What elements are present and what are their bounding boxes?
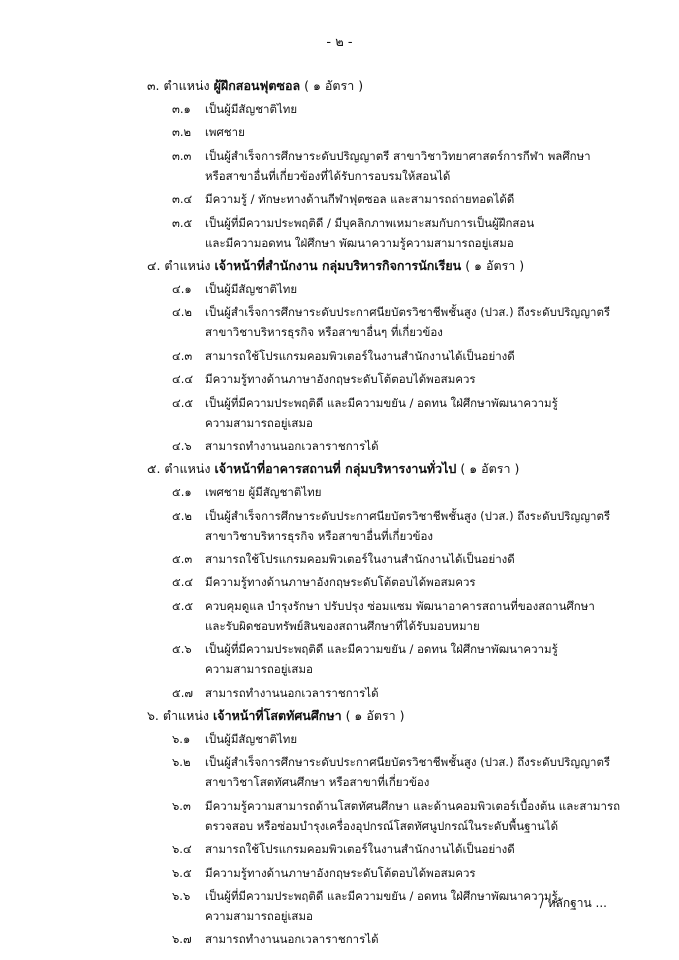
- position-title: เจ้าหน้าที่โสตทัศนศึกษา: [212, 708, 342, 724]
- item-text-line: ควบคุมดูแล บำรุงรักษา ปรับปรุง ซ่อมแซม พัฒนาอาคารสถานที่ของสถานศึกษา: [205, 598, 595, 613]
- position-label: ตำแหน่ง: [163, 78, 210, 93]
- item-text: [205, 189, 627, 209]
- item-number: ๓.๕: [172, 215, 193, 230]
- section-number: ๖.: [147, 708, 159, 724]
- item-number: ๓.๒: [172, 125, 192, 140]
- document-body: [147, 76, 627, 953]
- section-number: ๓.: [147, 78, 160, 93]
- item-text-line: สามารถใช้โปรแกรมคอมพิวเตอร์ในงานสำนักงานได้เป็นอย่างดี: [205, 552, 515, 567]
- item-text: [205, 369, 627, 389]
- section-heading: [147, 256, 627, 276]
- item-text: [205, 506, 627, 546]
- item-text-line: สาขาวิชาบริหารธุรกิจ หรือสาขาอื่นที่เกี่ยวข้อง: [205, 528, 434, 543]
- item-text-line: และมีความอดทน ใฝ่ศึกษา พัฒนาความรู้ความสามารถอยู่เสมอ: [205, 235, 514, 250]
- item-text: [205, 436, 627, 456]
- list-item: [172, 369, 627, 389]
- item-text-line: เป็นผู้ที่มีความประพฤติดี และมีความขยัน / อดทน ใฝ่ศึกษาพัฒนาความรู้: [205, 642, 558, 657]
- item-number: ๓.๔: [172, 192, 193, 207]
- list-item: [172, 596, 627, 636]
- position-section: [147, 256, 627, 456]
- list-item: [172, 639, 627, 679]
- item-text-line: มีความรู้ / ทักษะทางด้านกีฬาฟุตซอล และสามารถถ่ายทอดได้ดี: [205, 192, 515, 207]
- item-number: ๔.๓: [172, 348, 193, 363]
- item-text-line: สามารถทำงานนอกเวลาราชการได้: [205, 438, 379, 453]
- list-item: [172, 146, 627, 186]
- item-text-line: เป็นผู้ที่มีความประพฤติดี และมีความขยัน / อดทน ใฝ่ศึกษาพัฒนาความรู้: [205, 395, 558, 410]
- item-text-line: สามารถใช้โปรแกรมคอมพิวเตอร์ในงานสำนักงานได้เป็นอย่างดี: [205, 348, 515, 363]
- item-text-line: ความสามารถอยู่เสมอ: [205, 415, 313, 430]
- item-number: ๓.๓: [172, 148, 192, 163]
- item-text-line: และรับผิดชอบทรัพย์สินของสถานศึกษาที่ได้รับมอบหมาย: [205, 618, 480, 633]
- item-number: ๕.๓: [172, 552, 193, 567]
- section-heading: [147, 459, 627, 479]
- item-text: [205, 839, 627, 859]
- position-label: ตำแหน่ง: [164, 461, 211, 477]
- item-text: [205, 346, 627, 366]
- item-number: ๕.๑: [172, 485, 192, 500]
- list-item: [172, 99, 627, 119]
- item-number: ๖.๒: [172, 755, 191, 770]
- item-text: [205, 639, 627, 679]
- item-text: [205, 482, 627, 502]
- item-number: ๔.๖: [172, 438, 192, 453]
- item-text: [205, 279, 627, 299]
- list-item: [172, 506, 627, 546]
- section-number: ๔.: [147, 257, 161, 273]
- position-title: เจ้าหน้าที่อาคารสถานที่ กลุ่มบริหารงานทั่วไป: [214, 461, 457, 477]
- section-heading: [147, 706, 627, 726]
- position-title: เจ้าหน้าที่สำนักงาน กลุ่มบริหารกิจการนักเรียน: [214, 257, 462, 273]
- list-item: [172, 122, 627, 142]
- item-text-line: เป็นผู้สำเร็จการศึกษาระดับประกาศนียบัตรวิชาชีพชั้นสูง (ปวส.) ถึงระดับปริญญาตรี: [205, 755, 611, 770]
- position-label: ตำแหน่ง: [164, 257, 211, 273]
- item-text-line: เป็นผู้มีสัญชาติไทย: [205, 732, 298, 747]
- item-text-line: สามารถใช้โปรแกรมคอมพิวเตอร์ในงานสำนักงานได้เป็นอย่างดี: [205, 842, 515, 857]
- list-item: [172, 393, 627, 433]
- item-number: ๔.๔: [172, 372, 194, 387]
- position-rate: ( ๑ อัตรา ): [465, 257, 525, 273]
- list-item: [172, 839, 627, 859]
- item-text: [205, 929, 627, 949]
- item-number: ๕.๕: [172, 598, 194, 613]
- item-number: ๖.๓: [172, 798, 191, 813]
- list-item: [172, 189, 627, 209]
- item-number: ๖.๔: [172, 842, 192, 857]
- position-title: ผู้ฝึกสอนฟุตซอล: [213, 78, 301, 93]
- item-text-line: มีความรู้ทางด้านภาษาอังกฤษระดับโต้ตอบได้พอสมควร: [205, 372, 476, 387]
- list-item: [172, 549, 627, 569]
- item-text: [205, 596, 627, 636]
- position-rate: ( ๑ อัตรา ): [304, 78, 364, 93]
- item-number: ๕.๖: [172, 642, 192, 657]
- item-number: ๕.๔: [172, 575, 194, 590]
- item-text-line: มีความรู้ทางด้านภาษาอังกฤษระดับโต้ตอบได้พอสมควร: [205, 575, 476, 590]
- list-item: [172, 346, 627, 366]
- position-section: [147, 459, 627, 702]
- list-item: [172, 752, 627, 792]
- item-text-line: เป็นผู้มีสัญชาติไทย: [205, 102, 298, 116]
- list-item: [172, 796, 627, 836]
- item-text: [205, 302, 627, 342]
- item-text: [205, 572, 627, 592]
- list-item: [172, 729, 627, 749]
- item-text: [205, 213, 627, 253]
- list-item: [172, 683, 627, 703]
- item-text-line: สาขาวิชาโสตทัศนศึกษา หรือสาขาที่เกี่ยวข้อง: [205, 775, 430, 790]
- item-text-line: ความสามารถอยู่เสมอ: [205, 908, 313, 923]
- item-number: ๓.๑: [172, 102, 191, 116]
- position-section: [147, 76, 627, 253]
- item-number: ๖.๖: [172, 888, 191, 903]
- list-item: [172, 436, 627, 456]
- section-number: ๕.: [147, 461, 161, 477]
- item-text: [205, 752, 627, 792]
- item-text: [205, 796, 627, 836]
- item-text-line: สาขาวิชาบริหารธุรกิจ หรือสาขาอื่นๆ ที่เกี่ยวข้อง: [205, 325, 443, 340]
- list-item: [172, 302, 627, 342]
- item-number: ๖.๕: [172, 865, 192, 880]
- item-text: [205, 146, 627, 186]
- continuation-note: / หลักฐาน ...: [539, 896, 607, 910]
- section-heading: [147, 76, 627, 96]
- item-number: ๕.๗: [172, 685, 194, 700]
- item-text-line: เป็นผู้สำเร็จการศึกษาระดับปริญญาตรี สาขาวิชาวิทยาศาสตร์การกีฬา พลศึกษา: [205, 148, 591, 163]
- item-text-line: สามารถทำงานนอกเวลาราชการได้: [205, 685, 379, 700]
- item-text: [205, 99, 627, 119]
- list-item: [172, 572, 627, 592]
- item-text: [205, 393, 627, 433]
- item-text-line: สามารถทำงานนอกเวลาราชการได้: [205, 932, 379, 947]
- item-text-line: เป็นผู้สำเร็จการศึกษาระดับประกาศนียบัตรวิชาชีพชั้นสูง (ปวส.) ถึงระดับปริญญาตรี: [205, 508, 611, 523]
- item-text-line: เพศชาย ผู้มีสัญชาติไทย: [205, 485, 322, 500]
- item-number: ๖.๑: [172, 732, 191, 747]
- item-text-line: หรือสาขาอื่นที่เกี่ยวข้องที่ได้รับการอบรมให้สอนได้: [205, 168, 451, 183]
- item-text-line: เป็นผู้ที่มีความประพฤติดี และมีความขยัน / อดทน ใฝ่ศึกษาพัฒนาความรู้: [205, 888, 558, 903]
- position-rate: ( ๑ อัตรา ): [460, 461, 520, 477]
- page-number: - ๒ -: [326, 35, 353, 50]
- item-text: [205, 863, 627, 883]
- position-label: ตำแหน่ง: [162, 708, 209, 724]
- item-text: [205, 683, 627, 703]
- item-number: ๔.๑: [172, 281, 192, 296]
- item-text-line: มีความรู้ทางด้านภาษาอังกฤษระดับโต้ตอบได้พอสมควร: [205, 865, 476, 880]
- item-text-line: มีความรู้ความสามารถด้านโสตทัศนศึกษา และด้านคอมพิวเตอร์เบื้องต้น และสามารถ: [205, 798, 621, 813]
- item-text-line: ตรวจสอบ หรือซ่อมบำรุงเครื่องอุปกรณ์โสตทัศนูปกรณ์ในระดับพื้นฐานได้: [205, 818, 559, 833]
- list-item: [172, 863, 627, 883]
- item-text-line: เป็นผู้มีสัญชาติไทย: [205, 281, 298, 296]
- list-item: [172, 482, 627, 502]
- item-text-line: เพศชาย: [205, 125, 245, 140]
- position-rate: ( ๑ อัตรา ): [345, 708, 405, 724]
- item-text-line: เป็นผู้สำเร็จการศึกษาระดับประกาศนียบัตรวิชาชีพชั้นสูง (ปวส.) ถึงระดับปริญญาตรี: [205, 305, 611, 320]
- list-item: [172, 213, 627, 253]
- item-text: [205, 549, 627, 569]
- item-number: ๖.๗: [172, 932, 192, 947]
- item-text: [205, 122, 627, 142]
- item-number: ๕.๒: [172, 508, 192, 523]
- item-text: [205, 729, 627, 749]
- list-item: [172, 279, 627, 299]
- item-text-line: เป็นผู้ที่มีความประพฤติดี / มีบุคลิกภาพเหมาะสมกับการเป็นผู้ฝึกสอน: [205, 215, 535, 230]
- item-text-line: ความสามารถอยู่เสมอ: [205, 662, 313, 677]
- item-number: ๔.๒: [172, 305, 192, 320]
- item-number: ๔.๕: [172, 395, 194, 410]
- list-item: [172, 929, 627, 949]
